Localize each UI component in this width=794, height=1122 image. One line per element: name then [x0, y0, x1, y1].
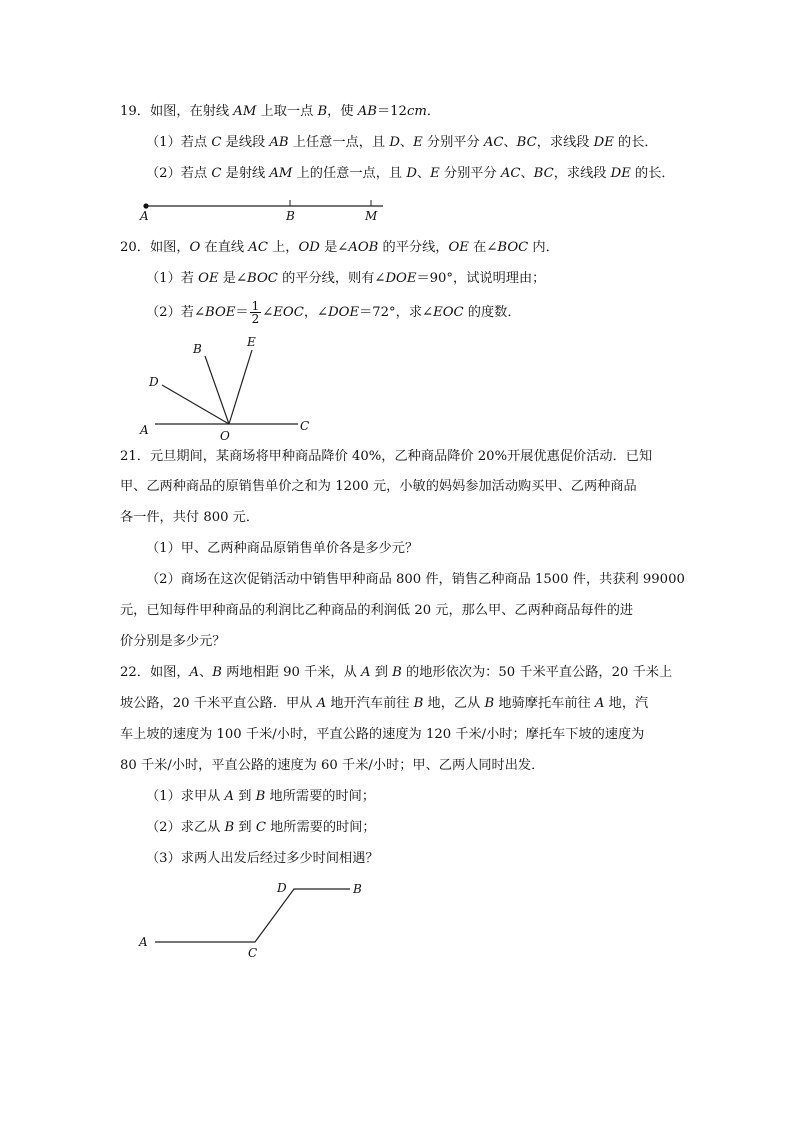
fig20-ray-oe [229, 350, 252, 424]
q19-part1: （1）若点 C 是线段 AB 上任意一点，且 D、E 分别平分 AC、BC，求线段 DE 的长． [146, 135, 658, 150]
fig20-ray-ob [205, 356, 229, 424]
fig20-label-c: C [300, 419, 310, 433]
fig22-label-d: D [277, 881, 287, 895]
q21-part1: （1）甲、乙两种商品原销售单价各是多少元？ [146, 541, 419, 556]
q22-line2: 坡公路，20 千米平直公路．甲从 A 地开汽车前往 B 地，乙从 B 地骑摩托车前往 A 地，汽 [120, 696, 649, 711]
fig20-label-b: B [193, 342, 202, 356]
q20-stem: 20．如图，O 在直线 AC 上，OD 是∠AOB 的平分线，OE 在∠BOC 内． [120, 240, 559, 255]
fraction-one-half: $\frac{1}{2}$ [251, 299, 260, 326]
fig22-road-path [155, 889, 350, 942]
q22-line3: 车上坡的速度为 100 千米/小时，平直公路的速度为 120 千米/小时；摩托车下坡的速度为 [120, 727, 645, 742]
fig20-ray-od [162, 385, 229, 424]
q20-part2: （2）若∠BOE＝ $\frac{1}{2}$ ∠EOC，∠DOE＝72°，求∠EOC 的度数． [146, 299, 521, 326]
fig22-road-diagram [138, 881, 362, 960]
fig19-endpoint-a [143, 203, 148, 208]
q21-part2-line3: 价分别是多少元？ [120, 634, 226, 649]
fig22-label-a: A [139, 935, 148, 949]
fig19-ray-diagram [139, 200, 383, 223]
q22-part3: （3）求两人出发后经过多少时间相遇？ [146, 851, 379, 866]
fig20-label-o: O [220, 429, 230, 443]
fig22-label-b: B [353, 882, 362, 896]
q21-line3: 各一件，共付 800 元． [120, 510, 260, 525]
q22-part2: （2）求乙从 B 到 C 地所需要的时间； [146, 820, 376, 835]
fig20-label-a: A [140, 423, 149, 437]
fig19-label-a: A [140, 209, 149, 223]
q20-part1: （1）若 OE 是∠BOC 的平分线，则有∠DOE＝90°，试说明理由； [146, 271, 546, 286]
fig19-label-b: B [286, 209, 295, 223]
q22-line4: 80 千米/小时，平直公路的速度为 60 千米/小时；甲、乙两人同时出发． [120, 758, 545, 773]
fig22-label-c: C [248, 946, 258, 960]
q21-part2-line1: （2）商场在这次促销活动中销售甲种商品 800 件，销售乙种商品 1500 件，共获利 99000 [146, 572, 685, 587]
q19-stem: 19．如图，在射线 AM 上取一点 B，使 AB＝12cm． [120, 104, 441, 119]
q22-part1: （1）求甲从 A 到 B 地所需要的时间； [146, 789, 376, 804]
fig20-label-d: D [149, 375, 159, 389]
q21-line2: 甲、乙两种商品的原销售单价之和为 1200 元，小敏的妈妈参加活动购买甲、乙两种商品 [120, 479, 637, 494]
fig20-label-e: E [247, 335, 256, 349]
q19-part2: （2）若点 C 是射线 AM 上的任意一点，且 D、E 分别平分 AC、BC，求线段 DE 的长． [146, 166, 675, 181]
q21-line1: 21．元旦期间，某商场将甲种商品降价 40%，乙种商品降价 20%开展优惠促价活动．已知 [120, 449, 653, 464]
fig19-label-m: M [365, 209, 378, 223]
q21-part2-line2: 元，已知每件甲种商品的利润比乙种商品的利润低 20 元，那么甲、乙两种商品每件的进 [120, 603, 634, 618]
q22-line1: 22．如图，A、B 两地相距 90 千米，从 A 到 B 的地形依次为：50 千米平直公路，20 千米上 [120, 665, 673, 680]
fig20-angle-diagram [139, 335, 309, 443]
